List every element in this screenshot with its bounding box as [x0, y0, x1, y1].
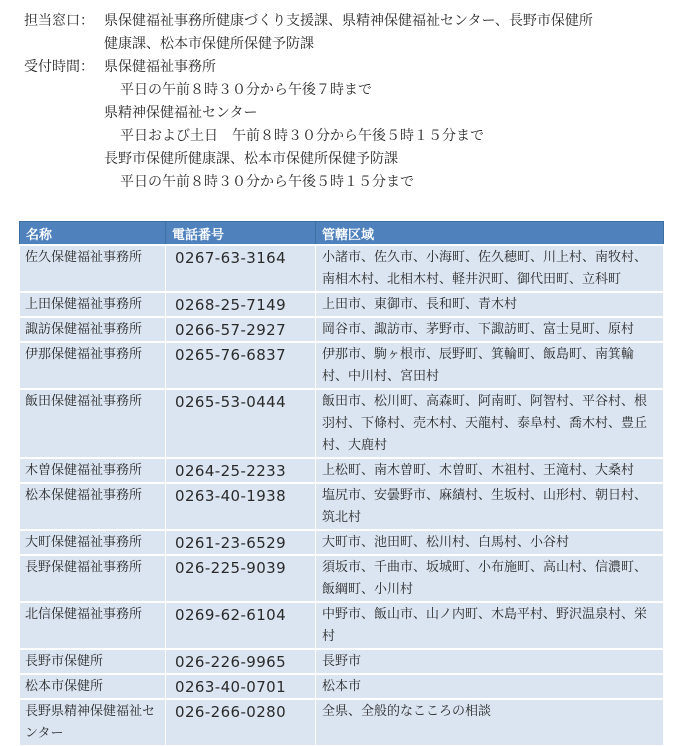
hours-time: 平日および土日 午前８時３０分から午後５時１５分まで — [120, 128, 484, 144]
office-area: 大町市、池田町、松川村、白馬村、小谷村 — [316, 530, 664, 555]
table-row — [20, 602, 664, 649]
office-name: 諏訪保健福祉事務所 — [20, 317, 166, 342]
office-phone: 0263-40-0701 — [166, 674, 316, 699]
hours-time: 平日の午前８時３０分から午後７時まで — [120, 82, 372, 98]
office-phone: 026-266-0280 — [166, 699, 316, 746]
office-name: 飯田保健福祉事務所 — [20, 389, 166, 458]
table-row — [20, 458, 664, 483]
header-area: 管轄区域 — [316, 222, 664, 246]
office-name: 伊那保健福祉事務所 — [20, 342, 166, 389]
office-phone: 0265-76-6837 — [166, 342, 316, 389]
hours-office-name: 長野市保健所健康課、松本市保健所保健予防課 — [104, 151, 398, 167]
office-phone: 0263-40-1938 — [166, 483, 316, 530]
header-phone: 電話番号 — [166, 222, 316, 246]
office-table — [19, 221, 664, 746]
table-row — [20, 699, 664, 746]
office-area: 中野市、飯山市、山ノ内町、木島平村、野沢温泉村、栄村 — [316, 602, 664, 649]
office-area: 飯田市、松川町、高森町、阿南町、阿智村、平谷村、根羽村、下條村、売木村、天龍村、泰阜村、喬木村、豊丘村、大鹿村 — [316, 389, 664, 458]
office-phone: 0268-25-7149 — [166, 292, 316, 317]
office-phone: 026-226-9965 — [166, 649, 316, 674]
hours-office-name: 県精神保健福祉センター — [104, 105, 258, 121]
office-name: 長野保健福祉事務所 — [20, 555, 166, 602]
table-row — [20, 317, 664, 342]
hours-time: 平日の午前８時３０分から午後５時１５分まで — [120, 174, 414, 190]
office-name: 長野県精神保健福祉センター — [20, 699, 166, 746]
office-phone: 0265-53-0444 — [166, 389, 316, 458]
table-row — [20, 483, 664, 530]
office-name: 木曽保健福祉事務所 — [20, 458, 166, 483]
table-row — [20, 389, 664, 458]
table-row — [20, 342, 664, 389]
office-area: 長野市 — [316, 649, 664, 674]
office-phone: 0264-25-2233 — [166, 458, 316, 483]
header-name: 名称 — [20, 222, 166, 246]
hours-value — [104, 56, 664, 194]
office-phone: 0266-57-2927 — [166, 317, 316, 342]
table-row — [20, 649, 664, 674]
hours-section — [24, 56, 664, 194]
office-area: 須坂市、千曲市、坂城町、小布施町、高山村、信濃町、飯綱町、小川村 — [316, 555, 664, 602]
table-row — [20, 530, 664, 555]
office-area: 伊那市、駒ヶ根市、辰野町、箕輪町、飯島町、南箕輪村、中川村、宮田村 — [316, 342, 664, 389]
table-header-row — [20, 222, 664, 246]
contact-section — [24, 10, 664, 56]
office-name: 松本市保健所 — [20, 674, 166, 699]
contact-line: 健康課、松本市保健所保健予防課 — [104, 36, 314, 52]
hours-office-name: 県保健福祉事務所 — [104, 59, 216, 75]
office-area: 小諸市、佐久市、小海町、佐久穂町、川上村、南牧村、南相木村、北相木村、軽井沢町、御代田町、立科町 — [316, 245, 664, 292]
office-phone: 0267-63-3164 — [166, 245, 316, 292]
office-area: 塩尻市、安曇野市、麻績村、生坂村、山形村、朝日村、筑北村 — [316, 483, 664, 530]
table-row — [20, 292, 664, 317]
office-name: 長野市保健所 — [20, 649, 166, 674]
office-name: 北信保健福祉事務所 — [20, 602, 166, 649]
office-area: 全県、全般的なこころの相談 — [316, 699, 664, 746]
office-phone: 0269-62-6104 — [166, 602, 316, 649]
office-area: 上田市、東御市、長和町、青木村 — [316, 292, 664, 317]
office-name: 大町保健福祉事務所 — [20, 530, 166, 555]
table-row — [20, 674, 664, 699]
office-phone: 0261-23-6529 — [166, 530, 316, 555]
office-name: 佐久保健福祉事務所 — [20, 245, 166, 292]
office-name: 上田保健福祉事務所 — [20, 292, 166, 317]
hours-label: 受付時間： — [24, 59, 94, 75]
table-row — [20, 245, 664, 292]
contact-value — [104, 10, 664, 56]
table-row — [20, 555, 664, 602]
office-name: 松本保健福祉事務所 — [20, 483, 166, 530]
office-phone: 026-225-9039 — [166, 555, 316, 602]
contact-label: 担当窓口： — [24, 13, 94, 29]
office-area: 松本市 — [316, 674, 664, 699]
office-area: 上松町、南木曽町、木曽町、木祖村、王滝村、大桑村 — [316, 458, 664, 483]
contact-info-block — [24, 10, 664, 194]
contact-line: 県保健福祉事務所健康づくり支援課、県精神保健福祉センター、長野市保健所 — [104, 13, 593, 29]
office-area: 岡谷市、諏訪市、茅野市、下諏訪町、富士見町、原村 — [316, 317, 664, 342]
